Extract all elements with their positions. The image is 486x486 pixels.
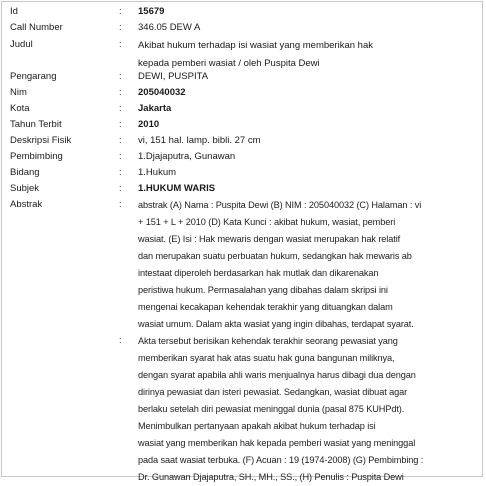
field-value: 1.Hukum bbox=[138, 167, 177, 178]
abstract-line: Akta tersebut berisikan kehendak terakhir seorang pewasiat yang bbox=[138, 336, 398, 346]
field-value: Jakarta bbox=[138, 103, 172, 114]
field-separator: : bbox=[119, 71, 122, 82]
abstract-line: wasiat yang memberikan hak kepada pemberi wasiat yang meninggal bbox=[138, 438, 416, 448]
field-value: 205040032 bbox=[138, 87, 186, 98]
abstract-line: mengenai kecakapan kehendak terakhir yang dituangkan dalam bbox=[138, 302, 393, 312]
field-label: Pengarang bbox=[10, 71, 57, 82]
field-separator: : bbox=[119, 103, 122, 114]
field-separator: : bbox=[119, 6, 122, 17]
field-label: Abstrak bbox=[10, 199, 43, 210]
abstract-line: berlaku setelah diri pewasiat meninggal dunia (pasal 875 KUHPdt). bbox=[138, 404, 405, 414]
title-line: Akibat hukum terhadap isi wasiat yang memberikan hak bbox=[138, 40, 373, 51]
field-value: 2010 bbox=[138, 119, 160, 130]
field-separator: : bbox=[119, 39, 122, 50]
field-value: 1.HUKUM WARIS bbox=[138, 183, 216, 194]
field-value: DEWI, PUSPITA bbox=[138, 71, 209, 82]
field-label: Judul bbox=[10, 39, 33, 50]
record-detail-panel bbox=[1, 1, 483, 482]
field-label: Nim bbox=[10, 87, 27, 98]
abstract-line: abstrak (A) Nama : Puspita Dewi (B) NIM : 205040032 (C) Halaman : vi bbox=[138, 200, 422, 210]
abstract-line: wasiat. (E) Isi : Hak mewaris dengan wasiat merupakan hak relatif bbox=[138, 234, 401, 244]
field-separator: : bbox=[119, 183, 122, 194]
field-label: Pembimbing bbox=[10, 151, 63, 162]
field-value: 346.05 DEW A bbox=[138, 22, 201, 33]
abstract-line: Menimbulkan pertanyaan apakah akibat hukum terhadap isi bbox=[138, 421, 376, 431]
abstract-line: memberikan syarat hak atas suatu hak guna bangunan miliknya, bbox=[138, 353, 395, 363]
field-label: Call Number bbox=[10, 22, 63, 33]
abstract-line: dan merupakan suatu perbuatan hukum, sedangkan hak mewaris ab bbox=[138, 251, 412, 261]
field-separator: : bbox=[119, 167, 122, 178]
field-label: Subjek bbox=[10, 183, 40, 194]
abstract-line: wasiat umum. Dalam akta wasiat yang ingin dibahas, terdapat syarat. bbox=[138, 319, 414, 329]
title-line: kepada pemberi wasiat / oleh Puspita Dewi bbox=[138, 58, 320, 69]
field-label: Deskripsi Fisik bbox=[10, 135, 72, 146]
abstract-line: Dr. Gunawan Djajaputra, SH., MH., SS., (H) Penulis : Puspita Dewi bbox=[138, 472, 404, 482]
abstract-text bbox=[138, 197, 476, 333]
abstract-line: peristiwa hukum. Permasalahan yang dibahas dalam skripsi ini bbox=[138, 285, 388, 295]
field-separator: : bbox=[119, 335, 122, 346]
abstract-line: intestaat diperoleh berdasarkan hak mutlak dan dikarenakan bbox=[138, 268, 379, 278]
field-value: vi, 151 hal. lamp. bibli. 27 cm bbox=[138, 135, 261, 146]
abstract-line: dirinya pewasiat dan isteri pewasiat. Sedangkan, wasiat dibuat agar bbox=[138, 387, 408, 397]
field-value bbox=[138, 37, 476, 73]
field-value: 1.Djajaputra, Gunawan bbox=[138, 151, 236, 162]
abstract-line: + 151 + L + 2010 (D) Kata Kunci : akibat hukum, wasiat, pemberi bbox=[138, 217, 396, 227]
field-label: Tahun Terbit bbox=[10, 119, 62, 130]
field-separator: : bbox=[119, 199, 122, 210]
field-value: 15679 bbox=[138, 6, 165, 17]
abstract-line: dengan syarat apabila ahli waris menjualnya harus dibagi dua dengan bbox=[138, 370, 416, 380]
abstract-line: pada saat wasiat terbuka. (F) Acuan : 19 (1974-2008) (G) Pembimbing : bbox=[138, 455, 424, 465]
field-label: Id bbox=[10, 6, 18, 17]
field-separator: : bbox=[119, 135, 122, 146]
field-separator: : bbox=[119, 151, 122, 162]
field-label: Bidang bbox=[10, 167, 40, 178]
field-separator: : bbox=[119, 119, 122, 130]
field-separator: : bbox=[119, 22, 122, 33]
field-separator: : bbox=[119, 87, 122, 98]
field-label: Kota bbox=[10, 103, 30, 114]
abstract-text bbox=[138, 333, 476, 486]
